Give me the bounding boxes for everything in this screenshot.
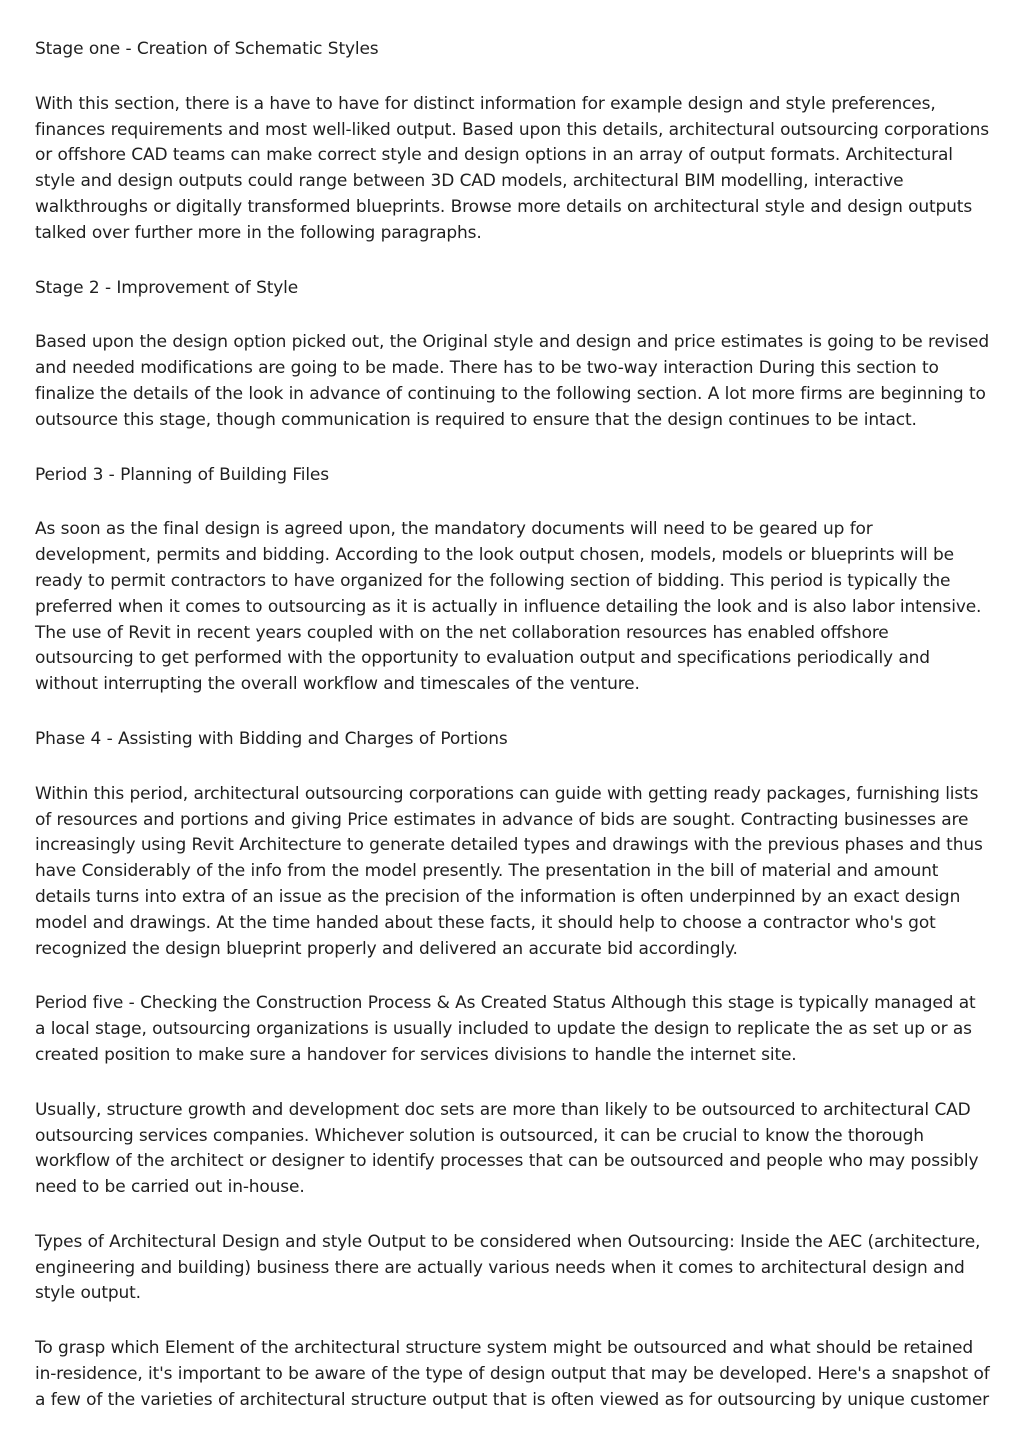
design-output-snapshot-paragraph: To grasp which Element of the architectural structure system might be outsourced and what should be retained in-residence, it's important to be aware of the type of design output that may be developed. Here's a snapshot of a few of the varieties of architectural structure output that is often viewed as for outsourcing by unique customer (35, 1338, 990, 1410)
period-three-paragraph: As soon as the final design is agreed upon, the mandatory documents will need to be geared up for development, permits and bidding. According to the look output chosen, models, models or blueprints will be ready to permit contractors to have organized for the following section of bidding. This period is typically the preferred when it comes to outsourcing as it is actually in influence detailing the look and is also labor intensive. The use of Revit in recent years coupled with on the net collaboration resources has enabled offshore outsourcing to get performed with the opportunity to evaluation output and specifications periodically and without interrupting the overall workflow and timescales of the venture. (35, 519, 982, 695)
output-types-paragraph: Types of Architectural Design and style Output to be considered when Outsourcing: Inside the AEC (architecture, engineering and building) business there are actually various needs when it comes to architectural design and style output. (35, 1231, 981, 1304)
period-five-paragraph: Period five - Checking the Construction Process & As Created Status Although this stage is typically managed at a local stage, outsourcing organizations is usually included to update the design to replicate the as set up or as created position to make sure a handover for services divisions to handle the internet site. (35, 993, 976, 1065)
phase-four-heading: Phase 4 - Assisting with Bidding and Charges of Portions (35, 728, 508, 749)
stage-one-heading: Stage one - Creation of Schematic Styles (35, 39, 379, 59)
stage-one-paragraph: With this section, there is a have to have for distinct information for example design and style preferences, finances requirements and most well-liked output. Based upon this details, architectural outsourcing corporations or offshore CAD teams can make correct style and design options in an array of output formats. Architectural style and design outputs could range between 3D CAD models, architectural BIM modelling, interactive walkthroughs or digitally transformed blueprints. Browse more details on architectural style and design outputs talked over further more in the following paragraphs. (35, 93, 989, 243)
outsourcing-summary-paragraph: Usually, structure growth and development doc sets are more than likely to be outsourced to architectural CAD outsourcing services companies. Whichever solution is outsourced, it can be crucial to know the thorough workflow of the architect or designer to identify processes that can be outsourced and people who may possibly need to be carried out in-house. (35, 1099, 979, 1198)
phase-four-paragraph: Within this period, architectural outsourcing corporations can guide with getting ready packages, furnishing lists of resources and portions and giving Price estimates in advance of bids are sought. Contracting businesses are increasingly using Revit Architecture to generate detailed types and drawings with the previous phases and thus have Considerably of the info from the model presently. The presentation in the bill of material and amount details turns into extra of an issue as the precision of the information is often underpinned by an exact design model and drawings. At the time handed about these facts, it should help to choose a contractor who's got recognized the design blueprint properly and delivered an accurate bid accordingly. (35, 783, 983, 959)
stage-two-heading: Stage 2 - Improvement of Style (35, 277, 299, 298)
stage-two-paragraph: Based upon the design option picked out, the Original style and design and price estimates is going to be revised and needed modifications are going to be made. There has to be two-way interaction During this section to finalize the details of the look in advance of continuing to the following section. A lot more firms are beginning to outsource this stage, though communication is required to ensure that the design continues to be intact. (35, 332, 989, 430)
period-three-heading: Period 3 - Planning of Building Files (35, 464, 329, 485)
